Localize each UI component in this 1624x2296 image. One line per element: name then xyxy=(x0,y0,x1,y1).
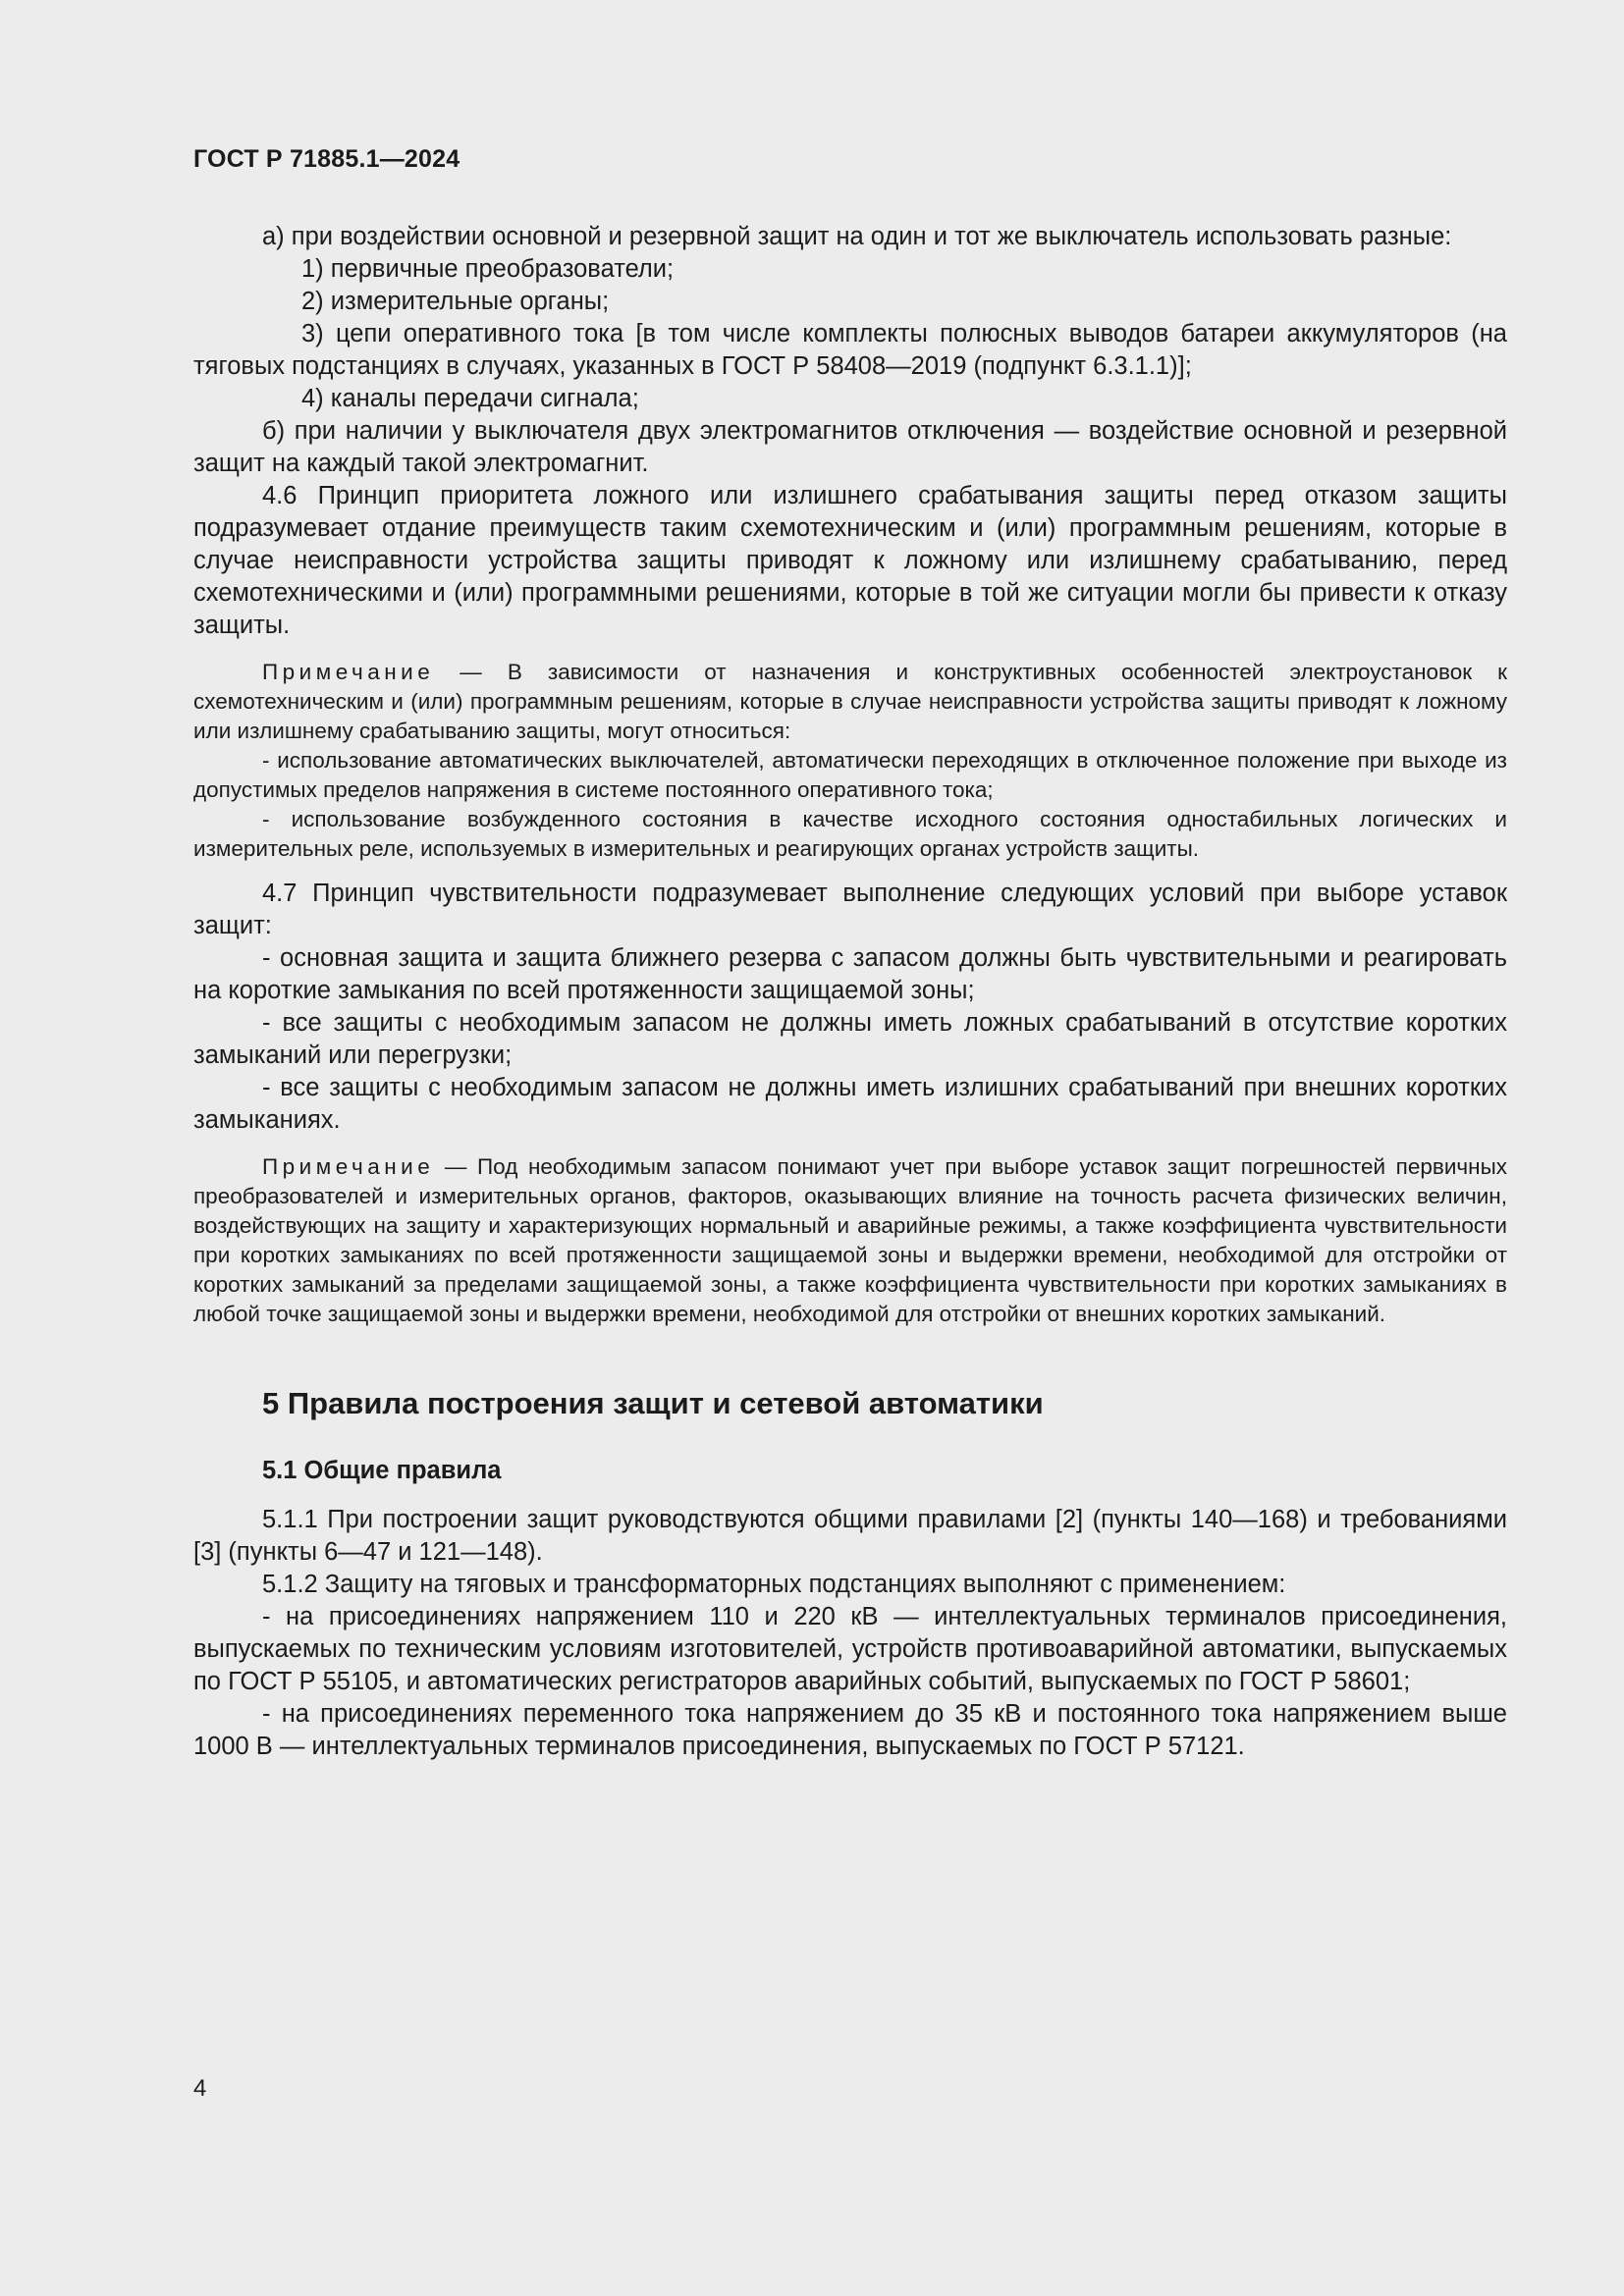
page-number: 4 xyxy=(193,2075,207,2102)
section-5-title: 5 Правила построения защит и сетевой автоматики xyxy=(262,1386,1044,1420)
paragraph-5-1-2-item: - на присоединениях напряжением 110 и 220 кВ — интеллектуальных терминалов присоединения, выпускаемых по техническим условиям изготовителей, устройств противоаварийной автоматики, выпускаемых по ГОСТ Р 55105, и автоматических регистраторов аварийных событий, выпускаемых по ГОСТ Р 58601; xyxy=(193,1603,1507,1695)
paragraph-4-7-item: - все защиты с необходимым запасом не должны иметь ложных срабатываний в отсутствие коротких замыканий или перегрузки; xyxy=(193,1009,1507,1069)
paragraph-4-7-item: - основная защита и защита ближнего резерва с запасом должны быть чувствительными и реагировать на короткие замыкания по всей протяженности защищаемой зоны; xyxy=(193,944,1507,1004)
note-2-label: Примечание xyxy=(262,1154,435,1179)
paragraph-subitem-1: 1) первичные преобразователи; xyxy=(301,255,675,283)
note-2-text-block xyxy=(193,1152,1507,1329)
note-1-item: - использование автоматических выключателей, автоматически переходящих в отключенное положение при выходе из допустимых пределов напряжения в системе постоянного оперативного тока; xyxy=(193,748,1507,802)
section-4-continuation xyxy=(193,221,1507,642)
subsection-5-1-title: 5.1 Общие правила xyxy=(262,1457,502,1484)
note-1-intro xyxy=(193,658,1507,746)
paragraph-5-1-2: 5.1.2 Защиту на тяговых и трансформаторных подстанциях выполняют с применением: xyxy=(262,1571,1286,1598)
paragraph-5-1-2-item: - на присоединениях переменного тока напряжением до 35 кВ и постоянного тока напряжением выше 1000 В — интеллектуальных терминалов присоединения, выпускаемых по ГОСТ Р 57121. xyxy=(193,1700,1507,1760)
document-page xyxy=(193,145,1507,1763)
note-1-text: — В зависимости от назначения и конструктивных особенностей электроустановок к схемотехническим и (или) программным решениям, которые в случае неисправности устройства защиты приводят к ложному или излишнему срабатыванию защиты, могут относиться: xyxy=(193,660,1507,743)
paragraph-4-7: 4.7 Принцип чувствительности подразумевает выполнение следующих условий при выборе уставок защит: xyxy=(193,880,1507,939)
paragraph-4-6: 4.6 Принцип приоритета ложного или излишнего срабатывания защиты перед отказом защиты подразумевает отдание преимуществ таким схемотехническим и (или) программным решениям, которые в случае неисправности устройства защиты приводят к ложному или излишнему срабатыванию, перед схемотехническими и (или) программными решениями, которые в той же ситуации могли бы привести к отказу защиты. xyxy=(193,482,1507,639)
note-2-text: — Под необходимым запасом понимают учет при выборе уставок защит погрешностей первичных преобразователей и измерительных органов, факторов, оказывающих влияние на точность расчета физических величин, воздействующих на защиту и характеризующих нормальный и аварийные режимы, а также коэффициента чувствительности при коротких замыканиях по всей протяженности защищаемой зоны и выдержки времени, необходимой для отстройки от коротких замыканий за пределами защищаемой зоны, а также коэффициента чувствительности при коротких замыканиях в любой точке защищаемой зоны и выдержки времени, необходимой для отстройки от внешних коротких замыканий. xyxy=(193,1154,1507,1326)
note-block-1 xyxy=(193,658,1507,864)
paragraph-4-7-item: - все защиты с необходимым запасом не должны иметь излишних срабатываний при внешних коротких замыканиях. xyxy=(193,1074,1507,1134)
paragraph-subitem-3: 3) цепи оперативного тока [в том числе комплекты полюсных выводов батареи аккумуляторов (на тяговых подстанциях в случаях, указанных в ГОСТ Р 58408—2019 (подпункт 6.3.1.1)]; xyxy=(193,320,1507,380)
note-1-item: - использование возбужденного состояния в качестве исходного состояния одностабильных логических и измерительных реле, используемых в измерительных и реагирующих органах устройств защиты. xyxy=(193,807,1507,861)
document-code-header: ГОСТ Р 71885.1—2024 xyxy=(193,145,460,173)
paragraph-5-1-1: 5.1.1 При построении защит руководствуются общими правилами [2] (пункты 140—168) и требованиями [3] (пункты 6—47 и 121—148). xyxy=(193,1506,1507,1566)
note-1-label: Примечание xyxy=(262,660,435,684)
section-5-1-body xyxy=(193,1504,1507,1763)
section-4-7 xyxy=(193,878,1507,1137)
note-block-2 xyxy=(193,1152,1507,1329)
paragraph-item-a: а) при воздействии основной и резервной защит на один и тот же выключатель использовать разные: xyxy=(262,223,1452,250)
paragraph-subitem-4: 4) каналы передачи сигнала; xyxy=(301,385,639,412)
paragraph-item-b: б) при наличии у выключателя двух электромагнитов отключения — воздействие основной и резервной защит на каждый такой электромагнит. xyxy=(193,417,1507,477)
paragraph-subitem-2: 2) измерительные органы; xyxy=(301,288,610,315)
